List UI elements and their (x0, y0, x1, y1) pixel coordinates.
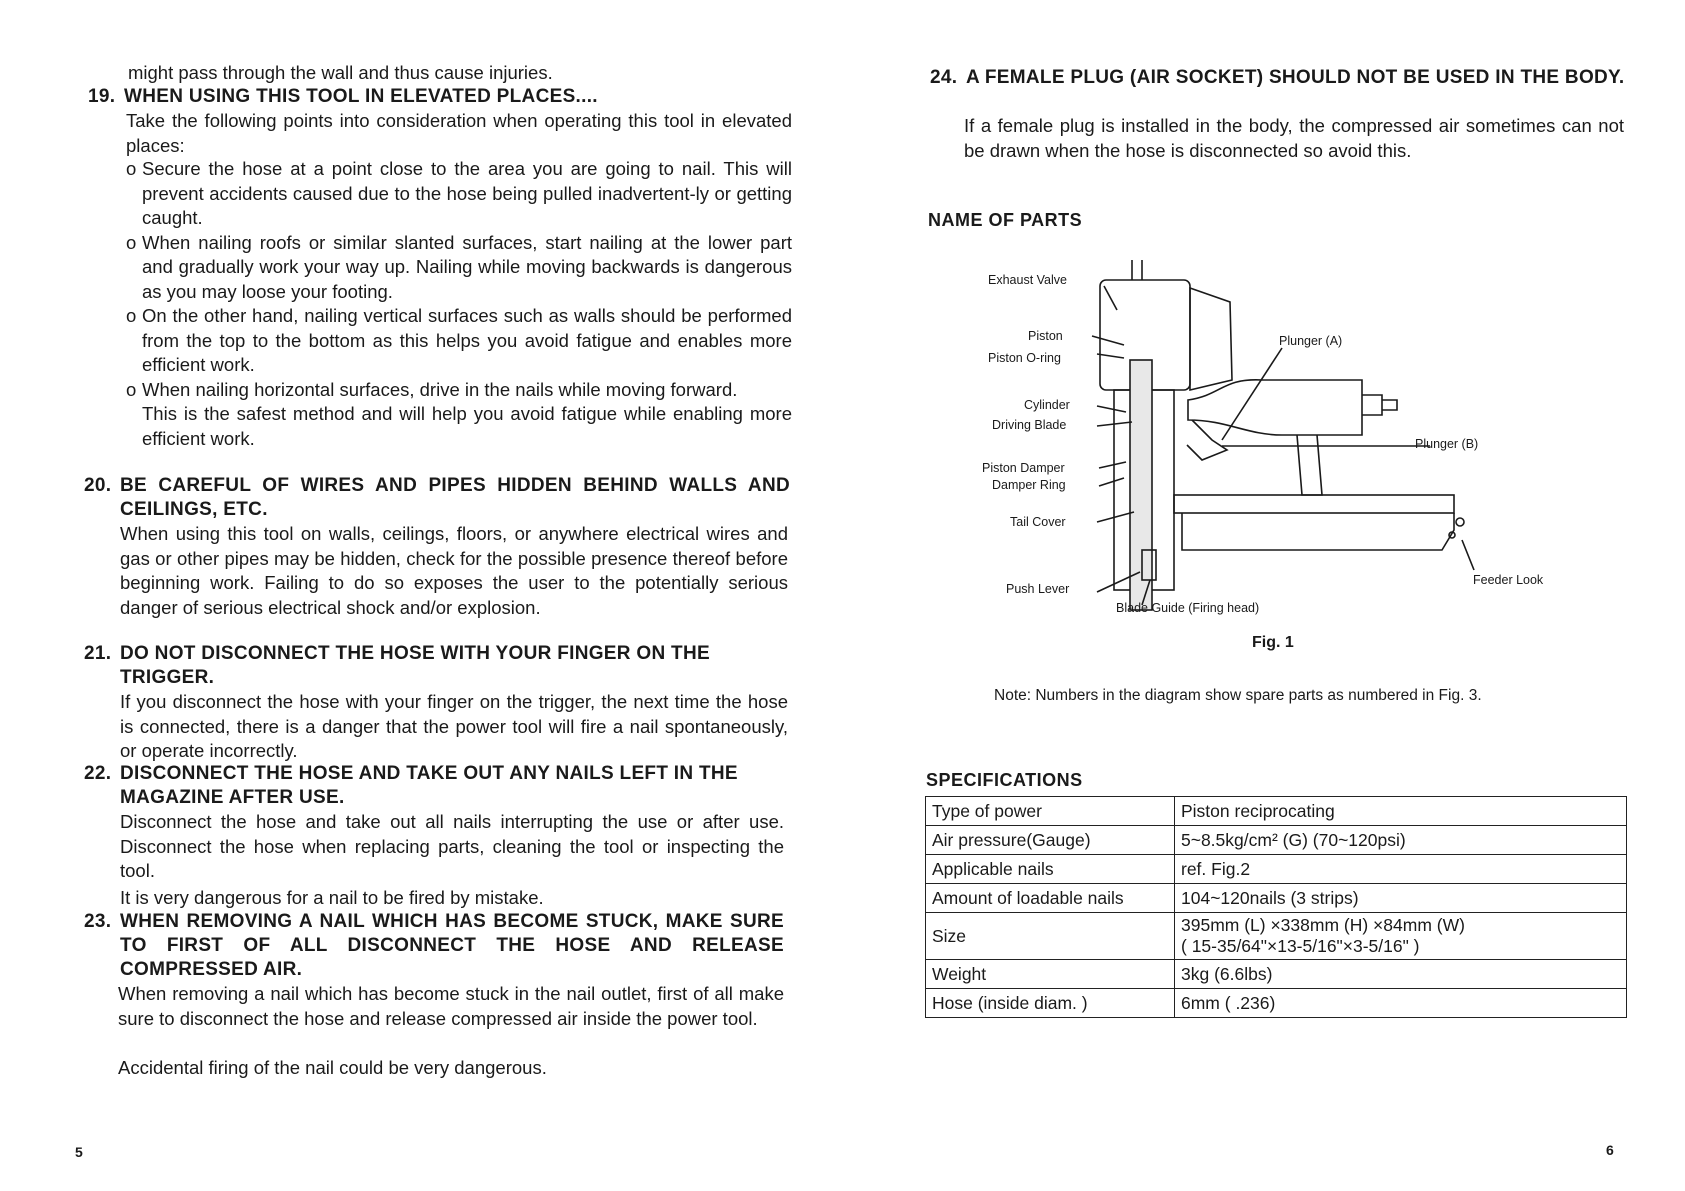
bullet-marker: o (126, 231, 137, 253)
lead-line: might pass through the wall and thus cause injuries. (128, 62, 553, 83)
section-20-body: When using this tool on walls, ceilings, floors, or anywhere electrical wires and gas or other pipes may be hidden, check for the possible presence thereof before beginning work. Failing to do so exposes the user to the potentially serious danger of serious electrical shock and/or explosion. (120, 523, 788, 618)
section-23-tail: Accidental firing of the nail could be very dangerous. (118, 1057, 547, 1078)
label-cylinder: Cylinder (1024, 398, 1070, 412)
spec-value: Piston reciprocating (1175, 797, 1627, 826)
section-19-number: 19. (88, 86, 116, 107)
spec-value: 5~8.5kg/cm² (G) (70~120psi) (1175, 826, 1627, 855)
bullet-marker: o (126, 305, 137, 326)
section-24-number: 24. (930, 67, 958, 88)
section-19-heading (88, 85, 808, 109)
section-23-number: 23. (84, 911, 112, 932)
leader-feeder-lock (1462, 540, 1474, 570)
spec-label: Type of power (926, 797, 1175, 826)
label-damper-ring: Damper Ring (992, 478, 1066, 492)
table-row (926, 797, 1627, 826)
table-row (926, 989, 1627, 1018)
label-plunger-a: Plunger (A) (1279, 334, 1343, 348)
handle (1188, 380, 1362, 435)
leader-cylinder (1097, 406, 1126, 412)
section-22-title: DISCONNECT THE HOSE AND TAKE OUT ANY NAILS LEFT IN THE MAGAZINE AFTER USE. (120, 763, 738, 808)
spec-value: 6mm ( .236) (1175, 989, 1627, 1018)
section-20-heading (84, 474, 800, 522)
section-19-title: WHEN USING THIS TOOL IN ELEVATED PLACES.... (124, 86, 598, 107)
feeder-lock-knob (1456, 518, 1464, 526)
section-23-title: WHEN REMOVING A NAIL WHICH HAS BECOME STUCK, MAKE SURE TO FIRST OF ALL DISCONNECT THE HOSE AND RELEASE COMPRESSED AIR. (120, 911, 784, 980)
table-row (926, 855, 1627, 884)
section-21-body: If you disconnect the hose with your finger on the trigger, the next time the hose is connected, there is a danger that the power tool will fire a nail spontaneously, or operate incorrectly. (120, 691, 788, 761)
section-21-number: 21. (84, 643, 112, 664)
section-21-title: DO NOT DISCONNECT THE HOSE WITH YOUR FINGER ON THE TRIGGER. (120, 643, 710, 688)
spec-value-line-1: 395mm (L) ×338mm (H) ×84mm (W) (1181, 915, 1465, 935)
leader-piston-o-ring (1097, 354, 1124, 358)
air-fitting-tip (1382, 400, 1397, 410)
left-page (0, 0, 842, 1191)
section-22-tail: It is very dangerous for a nail to be fired by mistake. (120, 887, 544, 908)
spec-value-line-2: ( 15-35/64"×13-5/16"×3-5/16" ) (1181, 936, 1420, 956)
rear-support (1297, 435, 1322, 495)
label-push-lever: Push Lever (1006, 582, 1070, 596)
magazine (1182, 513, 1454, 550)
section-22-body: Disconnect the hose and take out all nails interrupting the use or after use. Disconnect the hose when replacing parts, cleaning the tool or inspecting the tool. (120, 811, 784, 881)
parts-heading: NAME OF PARTS (928, 210, 1083, 230)
label-driving-blade: Driving Blade (992, 418, 1067, 432)
spec-label: Air pressure(Gauge) (926, 826, 1175, 855)
spec-value (1175, 913, 1627, 960)
magazine-rail (1174, 495, 1454, 513)
section-24-title: A FEMALE PLUG (AIR SOCKET) SHOULD NOT BE USED IN THE BODY. (966, 67, 1625, 88)
label-exhaust-valve: Exhaust Valve (988, 273, 1067, 287)
bullet-item: o When nailing horizontal surfaces, drive in the nails while moving forward. (126, 378, 792, 403)
table-row (926, 884, 1627, 913)
label-piston-damper: Piston Damper (982, 461, 1065, 475)
label-piston-o-ring: Piston O-ring (988, 351, 1061, 365)
label-tail-cover: Tail Cover (1010, 515, 1066, 529)
leader-exhaust-valve (1104, 286, 1117, 310)
table-row (926, 960, 1627, 989)
label-blade-guide: Blade Guide (Firing head) (1116, 601, 1260, 615)
section-23-body: When removing a nail which has become stuck in the nail outlet, first of all make sure to disconnect the hose and release compressed air inside the power tool. (118, 983, 784, 1029)
page-number-right: 6 (1606, 1142, 1614, 1158)
spec-value: 3kg (6.6lbs) (1175, 960, 1627, 989)
spec-label: Hose (inside diam. ) (926, 989, 1175, 1018)
section-22-heading (84, 762, 800, 810)
section-20-title: BE CAREFUL OF WIRES AND PIPES HIDDEN BEHIND WALLS AND CEILINGS, ETC. (120, 475, 790, 520)
section-19-tail: This is the safest method and will help you avoid fatigue while enabling more efficient work. (142, 403, 792, 449)
specifications-heading: SPECIFICATIONS (926, 770, 1083, 790)
section-23-heading (84, 910, 800, 982)
figure-caption: Fig. 1 (1252, 634, 1294, 651)
page-number-left: 5 (75, 1144, 83, 1160)
spec-label: Size (926, 913, 1175, 960)
section-20-number: 20. (84, 475, 112, 496)
label-feeder-lock: Feeder Look (1473, 573, 1544, 587)
table-row (926, 826, 1627, 855)
parts-diagram (842, 250, 1685, 680)
bullet-marker: o (126, 158, 137, 179)
bullet-item: o Secure the hose at a point close to the area you are going to nail. This will prevent accidents caused due to the hose being pulled inadvertent-ly or getting caught. (126, 158, 792, 228)
label-piston: Piston (1028, 329, 1063, 343)
specifications-table (925, 796, 1627, 1018)
diagram-note: Note: Numbers in the diagram show spare parts as numbered in Fig. 3. (994, 687, 1482, 704)
head-cap (1190, 288, 1232, 390)
spec-label: Applicable nails (926, 855, 1175, 884)
leader-piston (1092, 336, 1124, 345)
bullet-marker: o (126, 378, 137, 400)
spec-label: Amount of loadable nails (926, 884, 1175, 913)
bullet-item: o When nailing roofs or similar slanted surfaces, start nailing at the lower part and gradually work your way up. Nailing while moving backwards is dangerous as you may loose your footing. (126, 231, 792, 302)
section-22-number: 22. (84, 763, 112, 784)
leader-tail-cover (1097, 512, 1134, 522)
right-page (842, 0, 1685, 1191)
leader-damper-ring (1099, 478, 1124, 486)
bullet-item: o On the other hand, nailing vertical surfaces such as walls should be performed from the top to the bottom as this helps you avoid fatigue and enables more efficient work. (126, 305, 792, 375)
trigger (1187, 420, 1227, 460)
label-plunger-b: Plunger (B) (1415, 437, 1479, 451)
section-24-body: If a female plug is installed in the body, the compressed air sometimes can not be drawn when the hose is disconnected so avoid this. (964, 115, 1624, 161)
spec-label: Weight (926, 960, 1175, 989)
section-21-heading (84, 642, 800, 690)
leader-piston-damper (1099, 462, 1126, 468)
driving-blade-shape (1130, 360, 1152, 610)
spec-value: ref. Fig.2 (1175, 855, 1627, 884)
air-fitting (1362, 395, 1382, 415)
section-24-heading (930, 66, 1670, 90)
section-19-intro: Take the following points into consideration when operating this tool in elevated places: (126, 110, 792, 156)
table-row (926, 913, 1627, 960)
spec-value: 104~120nails (3 strips) (1175, 884, 1627, 913)
section-19-bullets (126, 157, 792, 451)
